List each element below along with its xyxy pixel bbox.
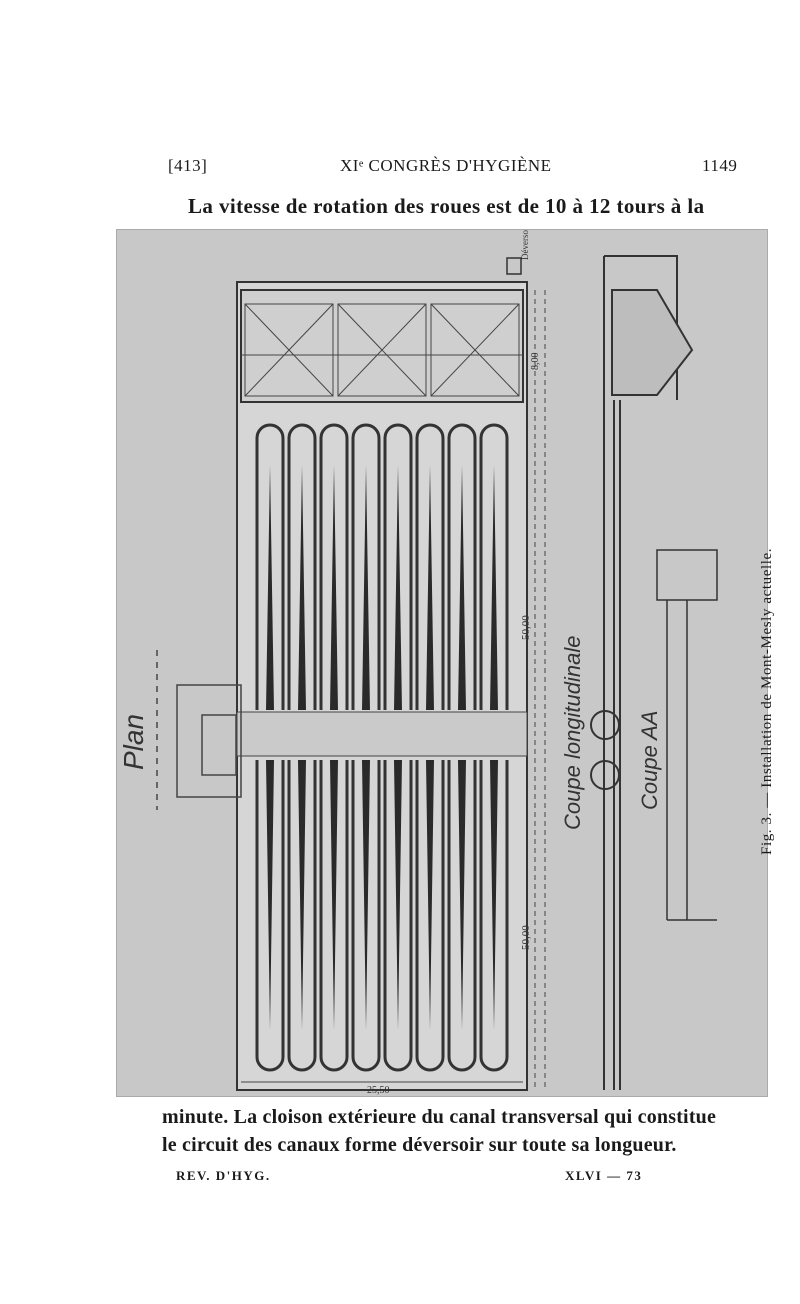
dim-label-1: 50,00: [520, 615, 532, 640]
coupe-longitudinale-label: Coupe longitudinale: [560, 635, 585, 830]
plan-inset: [157, 650, 241, 810]
dim-bottom-label: 25,50: [367, 1085, 390, 1096]
deversoir-label: Déversoir: [520, 230, 530, 260]
plan-label: Plan: [118, 713, 149, 770]
footer-journal: REV. D'HYG.: [176, 1168, 271, 1183]
header-page-number: 1149: [702, 156, 738, 175]
deversoir-box: [507, 258, 521, 274]
paragraph-line-1: minute. La cloison extérieure du canal transversal qui constitue: [162, 1106, 717, 1128]
figure-plan-drawing: [116, 229, 768, 1097]
dim-label-3: 8,00: [530, 352, 541, 370]
basin-outline: [237, 282, 527, 1090]
technical-drawing: [117, 230, 767, 1096]
longitudinal-section: [591, 256, 692, 1090]
dimension-lines: [535, 290, 545, 1090]
dim-label-2: 50,00: [520, 925, 532, 950]
header-title: XIᵉ CONGRÈS D'HYGIÈNE: [340, 156, 552, 175]
figure-caption: [733, 495, 775, 855]
middle-band: [237, 712, 527, 756]
top-frame: [241, 290, 523, 402]
paragraph-line-top: La vitesse de rotation des roues est de 10 à 12 tours à la: [188, 194, 705, 218]
footer-volume: XLVI — 73: [565, 1168, 643, 1183]
figure-caption-text: Fig. 3. — Installation de Mont-Mesly actuelle.: [759, 547, 775, 855]
header-page-marker: [413]: [168, 156, 208, 175]
paragraph-line-2: le circuit des canaux forme déversoir sur toute sa longueur.: [162, 1134, 677, 1156]
coupe-aa-label: Coupe AA: [637, 710, 662, 810]
section-aa: [657, 550, 717, 920]
